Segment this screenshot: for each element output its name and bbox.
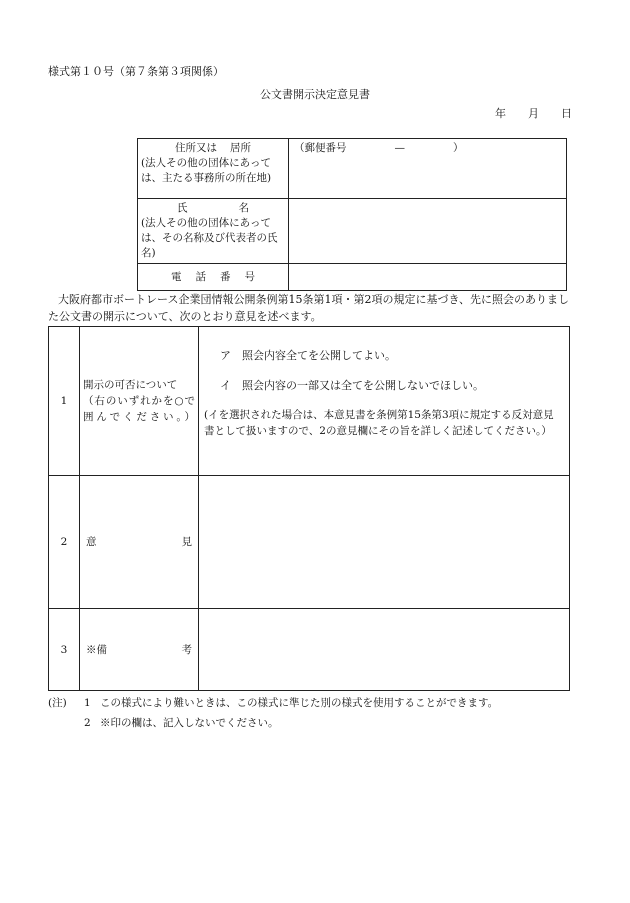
name-label-note: (法人その他の団体にあっては、その名称及び代表者の氏名) (141, 217, 278, 259)
footnote-item: 2 ※印の欄は、記入しないでください。 (84, 717, 279, 729)
phone-label: 電 話 番 号 (171, 270, 255, 283)
date-month[interactable]: 月 (528, 107, 539, 120)
remarks-field (199, 609, 570, 691)
opinion-table (48, 326, 570, 691)
document-title: 公文書開示決定意見書 (260, 88, 370, 101)
form-number: 様式第１０号（第７条第３項関係） (48, 65, 224, 78)
phone-field[interactable] (289, 264, 567, 291)
phone-label-cell (138, 264, 289, 291)
name-field[interactable] (289, 199, 567, 264)
address-label-cell (138, 139, 289, 199)
row-number: 3 (49, 609, 80, 691)
date-day[interactable]: 日 (561, 107, 572, 120)
address-field[interactable] (289, 139, 567, 199)
intro-paragraph: 大阪府都市ボートレース企業団情報公開条例第15条第1項・第2項の規定に基づき、先に照会のありました公文書の開示について、次のとおり意見を述べます。 (48, 293, 570, 323)
name-label-cell (138, 199, 289, 264)
disclosure-item-label: 開示の可否について （右のいずれかを○で囲んでください。） (80, 327, 199, 476)
applicant-table (137, 138, 567, 291)
address-label-note: (法人その他の団体にあっては、主たる事務所の所在地) (141, 157, 272, 184)
row-number: 2 (49, 476, 80, 609)
name-label-head: 氏 名 (177, 202, 249, 214)
date-line (495, 105, 572, 121)
remarks-label: ※備 考 (80, 609, 199, 691)
opinion-field[interactable] (199, 476, 570, 609)
option-i[interactable]: イ 照会内容の一部又は全てを公開しないでほしい。 (220, 379, 484, 392)
address-label-head: 住所又は 居所 (175, 142, 251, 154)
postal-code-field[interactable]: （郵便番号 — ） (294, 142, 464, 154)
footnotes (48, 693, 498, 733)
opinion-label: 意 見 (80, 476, 199, 609)
date-year[interactable]: 年 (495, 107, 506, 120)
disclosure-options-cell (199, 327, 570, 476)
row-number: 1 (49, 327, 80, 476)
option-note: (イを選択された場合は、本意見書を条例第15条第3項に規定する反対意見書として扱いますので、2の意見欄にその旨を詳しく記述してください。） (204, 409, 554, 437)
option-a[interactable]: ア 照会内容全てを公開してよい。 (220, 349, 396, 362)
footnote-item: (注) 1 この様式により難いときは、この様式に準じた別の様式を使用することができます。 (48, 697, 499, 709)
disclosure-item-note: （右のいずれかを○で囲んでください。） (83, 395, 195, 423)
